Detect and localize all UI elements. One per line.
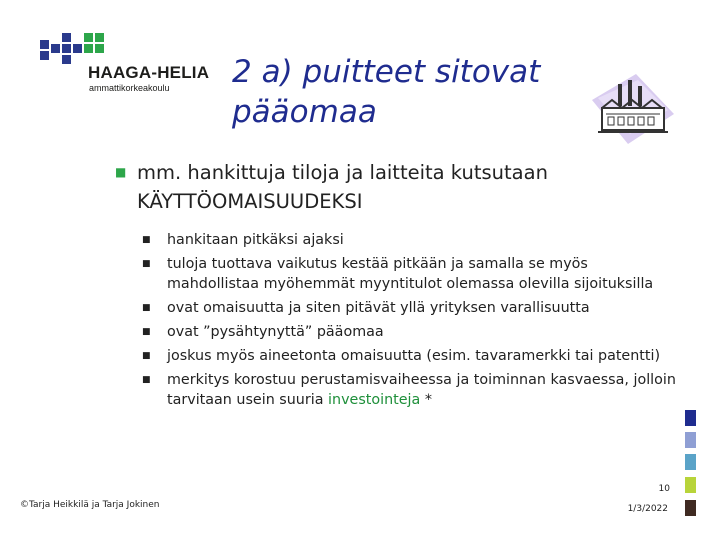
sub-bullet-text: merkitys korostuu perustamisvaiheessa ja toiminnan kasvaessa, jolloin tarvitaan usein suuria <box>167 372 676 408</box>
bullet-square-icon: ■ <box>142 303 151 313</box>
color-strip-block <box>685 454 696 470</box>
investointeja-highlight: investointeja <box>328 392 421 408</box>
bullet-square-icon: ■ <box>142 327 151 337</box>
sub-bullet-list <box>142 230 682 414</box>
logo-subtitle: ammattikorkeakoulu <box>89 83 170 93</box>
bullet-square-icon: ■ <box>142 375 151 385</box>
bullet-square-icon: ■ <box>115 165 127 179</box>
color-strip-block <box>685 410 696 426</box>
sub-bullet-text: tuloja tuottava vaikutus kestää pitkään ja samalla se myös mahdollistaa myöhemmät myyntitulot olemassa olevilla sijoituksilla <box>167 256 654 292</box>
bullet-square-icon: ■ <box>142 259 151 269</box>
logo-name: HAAGA-HELIA <box>88 63 210 82</box>
sub-bullet-text: joskus myös aineetonta omaisuutta (esim. tavaramerkki tai patentti) <box>167 348 661 364</box>
logo-squares-icon <box>38 30 108 64</box>
sub-bullet <box>142 322 682 342</box>
page-number: 10 <box>658 484 670 494</box>
sub-bullet <box>142 370 682 410</box>
sub-bullet-suffix: * <box>420 392 432 408</box>
haaga-helia-logo <box>38 30 208 100</box>
sub-bullet <box>142 254 682 294</box>
bullet-square-icon: ■ <box>142 351 151 361</box>
color-strip-block <box>685 500 696 516</box>
sub-bullet-text: ovat omaisuutta ja siten pitävät yllä yrityksen varallisuutta <box>167 300 590 316</box>
color-strip-block <box>685 432 696 448</box>
sub-bullet <box>142 298 682 318</box>
sub-bullet <box>142 230 682 250</box>
sub-bullet-text: hankitaan pitkäksi ajaksi <box>167 232 344 248</box>
main-bullet <box>115 158 657 216</box>
footer-date: 1/3/2022 <box>627 504 668 514</box>
bullet-square-icon: ■ <box>142 235 151 245</box>
footer-authors: ©Tarja Heikkilä ja Tarja Jokinen <box>20 500 160 510</box>
color-strip-block <box>685 477 696 493</box>
slide-title: 2 a) puitteet sitovat pääomaa <box>232 54 541 130</box>
main-bullet-text: mm. hankittuja tiloja ja laitteita kutsutaan KÄYTTÖOMAISUUDEKSI <box>137 161 548 213</box>
sub-bullet-text: ovat ”pysähtynyttä” pääomaa <box>167 324 384 340</box>
sub-bullet <box>142 346 682 366</box>
factory-icon <box>588 70 676 150</box>
